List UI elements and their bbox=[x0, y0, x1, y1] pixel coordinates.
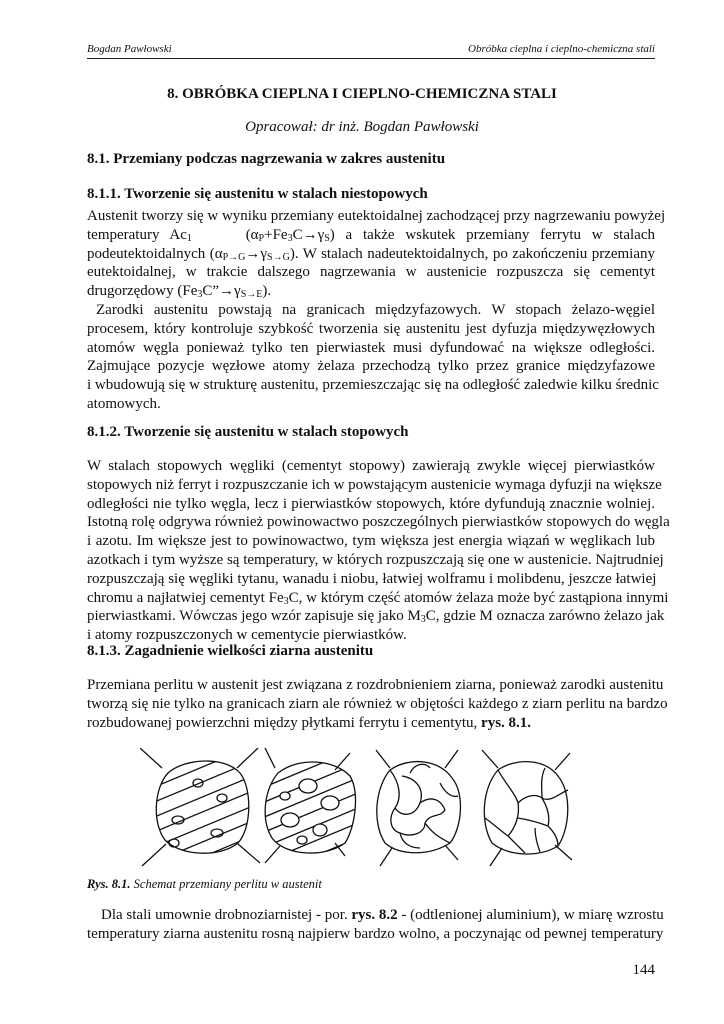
paragraph bbox=[87, 676, 668, 732]
text-run: rozbudowanej powierzchni między płytkami ferrytu i cementytu, bbox=[87, 714, 482, 731]
text-line bbox=[87, 376, 659, 395]
text-run: Austenit tworzy się w wyniku przemiany eutektoidalnej zachodzącej przy nagrzewaniu powyżej bbox=[87, 208, 666, 224]
text-line bbox=[87, 925, 664, 944]
subscript: S→E bbox=[240, 289, 263, 301]
grain-stage-2 bbox=[250, 748, 370, 868]
text-line bbox=[87, 282, 655, 301]
paragraph bbox=[87, 301, 659, 414]
text-line bbox=[87, 714, 655, 733]
text-run: ) a także wskutek przemiany ferrytu w stalach bbox=[329, 226, 655, 243]
text-line bbox=[87, 906, 664, 925]
text-line bbox=[87, 570, 655, 589]
text-run: temperatury ziarna austenitu rosną najpierw bardzo wolno, a poczynając od pewnej temperatury bbox=[87, 925, 664, 942]
text-run: eutektoidalnej, w trakcie dalszego nagrzewania w austenicie rozpuszcza się cementyt bbox=[87, 264, 655, 281]
text-line bbox=[87, 532, 655, 551]
text-line bbox=[87, 476, 662, 495]
figure-label: Rys. 8.1. bbox=[87, 877, 131, 891]
text-line bbox=[87, 457, 655, 476]
text-run: W stalach stopowych węgliki (cementyt stopowy) zawierają zwykle więcej pierwiastków bbox=[87, 458, 655, 474]
subscript: P bbox=[258, 232, 265, 244]
text-run: i wbudowują się w strukturę austenitu, przemieszczając się na odległość zaledwie kilku średnic bbox=[87, 377, 659, 394]
text-line bbox=[87, 339, 655, 358]
header-chapter: Obróbka cieplna i cieplno-chemiczna stali bbox=[468, 43, 655, 55]
subsection-heading: 8.1.2. Tworzenie się austenitu w stalach stopowych bbox=[87, 424, 409, 440]
text-line bbox=[87, 495, 655, 514]
subscript: S→G bbox=[267, 251, 290, 263]
text-line bbox=[87, 320, 655, 339]
figure-caption-text: Schemat przemiany perlitu w austenit bbox=[133, 877, 322, 891]
subscript: 3 bbox=[420, 614, 426, 626]
text-run: tworzą się nie tylko na granicach ziarn ale również w objętości każdego z ziarn perlitu na bardzo bbox=[87, 695, 668, 712]
header-author: Bogdan Pawłowski bbox=[87, 43, 172, 55]
text-run: procesem, który kontroluje szybkość tworzenia się austenitu jest dyfuzja międzywęzłowych bbox=[87, 320, 655, 337]
subscript: 3 bbox=[283, 595, 289, 607]
page-number: 144 bbox=[632, 962, 655, 978]
subscript: 3 bbox=[197, 289, 203, 301]
text-run: odległości nie tylko węgla, lecz i pierwiastków stopowych, które dyfundują znacznie wolniej. bbox=[87, 495, 655, 512]
text-line bbox=[87, 301, 655, 320]
grain-stage-4 bbox=[482, 750, 572, 866]
text-run: i atomy rozpuszczonych w cementycie pierwiastków. bbox=[87, 627, 407, 644]
grain-stage-1 bbox=[140, 748, 260, 868]
text-run: C→γ bbox=[292, 226, 325, 243]
subscript: P→G bbox=[222, 251, 246, 263]
text-line bbox=[87, 226, 655, 245]
subscript: S bbox=[324, 232, 330, 244]
text-run: Zajmujące pozycje węzłowe atomy żelaza przechodzą tylko przez granice międzyfazowe bbox=[87, 358, 655, 375]
subsection-heading: 8.1.3. Zagadnienie wielkości ziarna austenitu bbox=[87, 643, 374, 659]
section-heading: 8.1. Przemiany podczas nagrzewania w zakres austenitu bbox=[87, 151, 446, 167]
running-header bbox=[87, 42, 655, 59]
text-line bbox=[87, 589, 669, 608]
grain-stage-3 bbox=[376, 750, 460, 866]
text-run: atomów węgla ponieważ tylko ten pierwiastek musi dyfundować na większe odległości. bbox=[87, 339, 655, 356]
text-run: pierwiastkami. Wówczas jego wzór zapisuje się jako M bbox=[87, 608, 421, 625]
text-run: rozpuszczają się węgliki tytanu, wanadu i niobu, łatwiej wolframu i molibdenu, jeszcze łatwiej bbox=[87, 570, 657, 587]
text-run: (α bbox=[191, 226, 259, 243]
text-run: C, w którym część atomów żelaza może być zastąpiona innymi bbox=[288, 589, 669, 606]
text-run: →γ bbox=[245, 245, 268, 262]
paragraph bbox=[87, 457, 670, 645]
text-run: azotkach i tym wyższe są temperatury, w których rozpuszczają się one w austenicie. Najtrudniej bbox=[87, 551, 664, 568]
text-run: i azotu. Im większe jest to powinowactwo, tym większa jest energia wiązań w węglikach lub bbox=[87, 533, 655, 550]
text-run: ). W stalach nadeutektoidalnych, po zakończeniu przemiany bbox=[289, 245, 655, 262]
text-run: chromu a najłatwiej cementyt Fe bbox=[87, 589, 284, 606]
paragraph bbox=[87, 207, 666, 301]
text-run: +Fe bbox=[264, 226, 288, 243]
text-run: C, gdzie M oznacza zarówno żelazo jak bbox=[425, 608, 665, 625]
subsection-heading: 8.1.1. Tworzenie się austenitu w stalach niestopowych bbox=[87, 186, 428, 202]
text-line bbox=[87, 357, 655, 376]
bold-reference: rys. 8.1. bbox=[481, 714, 532, 731]
figure-pearlite-to-austenite bbox=[140, 748, 580, 868]
text-run: - (odtlenionej aluminium), w miarę wzrostu bbox=[397, 907, 664, 923]
subscript: 1 bbox=[186, 232, 192, 244]
text-run: temperatury Ac bbox=[87, 226, 187, 243]
figure-caption bbox=[87, 877, 322, 892]
bold-reference: rys. 8.2 bbox=[351, 907, 398, 923]
text-line bbox=[87, 395, 655, 414]
author-line: Opracował: dr inż. Bogdan Pawłowski bbox=[245, 119, 479, 135]
paragraph bbox=[87, 906, 664, 944]
text-run: Dla stali umownie drobnoziarnistej - por. bbox=[101, 907, 352, 923]
text-line bbox=[87, 207, 666, 226]
text-line bbox=[87, 551, 664, 570]
text-run: ). bbox=[262, 283, 272, 300]
chapter-title: 8. OBRÓBKA CIEPLNA I CIEPLNO-CHEMICZNA STALI bbox=[167, 86, 557, 102]
subscript: 3 bbox=[287, 232, 293, 244]
text-line bbox=[87, 513, 670, 532]
text-run: Zarodki austenitu powstają na granicach międzyfazowych. W stopach żelazo-węgiel bbox=[96, 302, 655, 318]
text-line bbox=[87, 676, 664, 695]
text-run: podeutektoidalnych (α bbox=[87, 245, 223, 262]
text-run: Przemiana perlitu w austenit jest związana z rozdrobnieniem ziarna, ponieważ zarodki austenitu bbox=[87, 677, 664, 693]
text-run: C”→γ bbox=[202, 283, 241, 300]
text-line bbox=[87, 607, 665, 626]
text-run: atomowych. bbox=[87, 395, 161, 412]
text-line bbox=[87, 245, 655, 264]
text-line bbox=[87, 263, 655, 282]
text-run: stopowych niż ferryt i rozpuszczanie ich w powstającym austenicie wymaga dyfuzji na większe bbox=[87, 476, 662, 493]
text-run: Istotną rolę odgrywa również powinowactwo poszczególnych pierwiastków stopowych do węgla bbox=[87, 514, 670, 531]
text-run: drugorzędowy (Fe bbox=[87, 283, 198, 300]
text-line bbox=[87, 695, 668, 714]
